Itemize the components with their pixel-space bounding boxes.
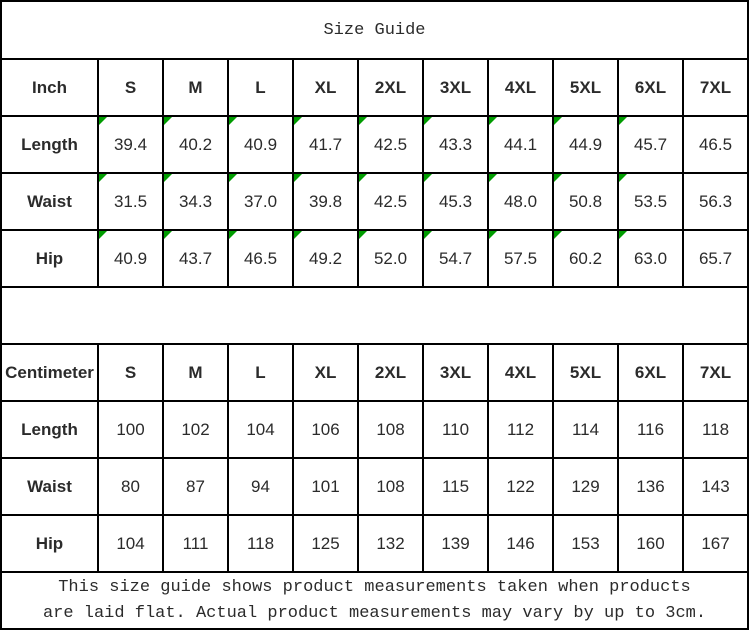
value-text: 54.7 (438, 248, 473, 268)
cm-hip-row (1, 515, 748, 572)
value-text: 40.9 (113, 248, 148, 268)
value-cell: 106 (293, 401, 358, 458)
value-cell: 87 (163, 458, 228, 515)
cell-corner-marker-icon (424, 231, 432, 239)
size-header-3xl: 3XL (423, 59, 488, 116)
size-header-xl: XL (293, 59, 358, 116)
value-cell (228, 230, 293, 287)
value-text: 52.0 (373, 248, 408, 268)
value-cell: 104 (98, 515, 163, 572)
size-header-m: M (163, 344, 228, 401)
value-cell: 146 (488, 515, 553, 572)
size-header-2xl: 2XL (358, 344, 423, 401)
row-label: Length (1, 401, 98, 458)
row-label: Hip (1, 230, 98, 287)
value-text: 39.8 (308, 191, 343, 211)
size-header-s: S (98, 59, 163, 116)
value-cell: 94 (228, 458, 293, 515)
size-header-7xl: 7XL (683, 344, 748, 401)
value-text: 65.7 (698, 248, 733, 268)
size-header-l: L (228, 59, 293, 116)
value-cell: 115 (423, 458, 488, 515)
value-text: 41.7 (308, 134, 343, 154)
value-text: 45.3 (438, 191, 473, 211)
value-cell (423, 230, 488, 287)
value-cell (293, 173, 358, 230)
cell-corner-marker-icon (229, 174, 237, 182)
value-cell: 114 (553, 401, 618, 458)
cell-corner-marker-icon (99, 174, 107, 182)
value-cell: 104 (228, 401, 293, 458)
value-cell (618, 230, 683, 287)
value-cell (618, 116, 683, 173)
value-cell (488, 116, 553, 173)
value-text: 43.3 (438, 134, 473, 154)
value-cell (358, 230, 423, 287)
value-text: 42.5 (373, 134, 408, 154)
value-text: 44.1 (503, 134, 538, 154)
value-cell: 118 (683, 401, 748, 458)
value-cell (358, 116, 423, 173)
cell-corner-marker-icon (359, 117, 367, 125)
value-text: 31.5 (113, 191, 148, 211)
value-cell: 108 (358, 401, 423, 458)
footer-note-line1: This size guide shows product measurements taken when products (58, 578, 691, 597)
cell-corner-marker-icon (554, 117, 562, 125)
value-text: 63.0 (633, 248, 668, 268)
value-text: 50.8 (568, 191, 603, 211)
spacer-row (1, 287, 748, 344)
value-cell (163, 116, 228, 173)
value-cell: 116 (618, 401, 683, 458)
value-cell (228, 173, 293, 230)
value-cell (553, 173, 618, 230)
cell-corner-marker-icon (164, 117, 172, 125)
row-label: Length (1, 116, 98, 173)
size-header-6xl: 6XL (618, 344, 683, 401)
value-text: 40.2 (178, 134, 213, 154)
value-cell (228, 116, 293, 173)
value-cell (423, 173, 488, 230)
value-cell (618, 173, 683, 230)
cell-corner-marker-icon (164, 174, 172, 182)
value-text: 34.3 (178, 191, 213, 211)
cell-corner-marker-icon (489, 117, 497, 125)
value-cell (683, 116, 748, 173)
value-text: 49.2 (308, 248, 343, 268)
size-header-7xl: 7XL (683, 59, 748, 116)
cell-corner-marker-icon (619, 231, 627, 239)
value-cell (163, 173, 228, 230)
size-header-m: M (163, 59, 228, 116)
cell-corner-marker-icon (619, 117, 627, 125)
cell-corner-marker-icon (554, 231, 562, 239)
value-cell: 80 (98, 458, 163, 515)
cell-corner-marker-icon (554, 174, 562, 182)
page-title: Size Guide (1, 1, 748, 59)
cell-corner-marker-icon (294, 117, 302, 125)
value-cell (488, 173, 553, 230)
value-cell (488, 230, 553, 287)
size-header-4xl: 4XL (488, 59, 553, 116)
cell-corner-marker-icon (229, 117, 237, 125)
value-cell: 111 (163, 515, 228, 572)
value-cell: 101 (293, 458, 358, 515)
footer-note (1, 572, 748, 629)
inch-header-row (1, 59, 748, 116)
value-cell: 118 (228, 515, 293, 572)
cell-corner-marker-icon (489, 231, 497, 239)
value-cell (98, 173, 163, 230)
value-cell (98, 230, 163, 287)
value-cell: 112 (488, 401, 553, 458)
cm-length-row (1, 401, 748, 458)
size-header-5xl: 5XL (553, 59, 618, 116)
cm-header-row (1, 344, 748, 401)
value-cell: 100 (98, 401, 163, 458)
size-header-l: L (228, 344, 293, 401)
cm-unit-header: Centimeter (1, 344, 98, 401)
cell-corner-marker-icon (99, 231, 107, 239)
value-cell (423, 116, 488, 173)
value-cell (98, 116, 163, 173)
size-header-3xl: 3XL (423, 344, 488, 401)
value-cell: 139 (423, 515, 488, 572)
value-cell: 167 (683, 515, 748, 572)
value-cell (553, 116, 618, 173)
inch-unit-header: Inch (1, 59, 98, 116)
value-cell: 143 (683, 458, 748, 515)
value-cell (163, 230, 228, 287)
size-header-6xl: 6XL (618, 59, 683, 116)
inch-hip-row (1, 230, 748, 287)
value-text: 53.5 (633, 191, 668, 211)
value-cell: 153 (553, 515, 618, 572)
cell-corner-marker-icon (294, 174, 302, 182)
value-cell (358, 173, 423, 230)
value-cell (683, 173, 748, 230)
size-header-5xl: 5XL (553, 344, 618, 401)
cell-corner-marker-icon (489, 174, 497, 182)
row-label: Hip (1, 515, 98, 572)
value-cell: 110 (423, 401, 488, 458)
value-text: 56.3 (698, 191, 733, 211)
value-cell: 122 (488, 458, 553, 515)
value-text: 48.0 (503, 191, 538, 211)
cell-corner-marker-icon (99, 117, 107, 125)
cell-corner-marker-icon (229, 231, 237, 239)
value-cell (553, 230, 618, 287)
cell-corner-marker-icon (164, 231, 172, 239)
cm-waist-row (1, 458, 748, 515)
value-text: 42.5 (373, 191, 408, 211)
size-header-2xl: 2XL (358, 59, 423, 116)
size-header-xl: XL (293, 344, 358, 401)
size-header-4xl: 4XL (488, 344, 553, 401)
value-text: 60.2 (568, 248, 603, 268)
cell-corner-marker-icon (359, 231, 367, 239)
value-text: 45.7 (633, 134, 668, 154)
inch-length-row (1, 116, 748, 173)
value-cell (293, 230, 358, 287)
value-cell (683, 230, 748, 287)
value-cell (293, 116, 358, 173)
cell-corner-marker-icon (359, 174, 367, 182)
value-text: 37.0 (243, 191, 278, 211)
footer-note-line2: are laid flat. Actual product measurements may vary by up to 3cm. (42, 603, 707, 623)
cell-corner-marker-icon (294, 231, 302, 239)
value-cell: 160 (618, 515, 683, 572)
size-header-s: S (98, 344, 163, 401)
value-cell: 108 (358, 458, 423, 515)
value-text: 39.4 (113, 134, 148, 154)
value-text: 43.7 (178, 248, 213, 268)
value-text: 46.5 (698, 134, 733, 154)
value-text: 46.5 (243, 248, 278, 268)
value-cell: 102 (163, 401, 228, 458)
cell-corner-marker-icon (424, 117, 432, 125)
value-cell: 132 (358, 515, 423, 572)
row-label: Waist (1, 458, 98, 515)
value-cell: 129 (553, 458, 618, 515)
value-text: 44.9 (568, 134, 603, 154)
inch-waist-row (1, 173, 748, 230)
value-text: 57.5 (503, 248, 538, 268)
cell-corner-marker-icon (619, 174, 627, 182)
row-label: Waist (1, 173, 98, 230)
cell-corner-marker-icon (424, 174, 432, 182)
value-cell: 136 (618, 458, 683, 515)
value-text: 40.9 (243, 134, 278, 154)
value-cell: 125 (293, 515, 358, 572)
